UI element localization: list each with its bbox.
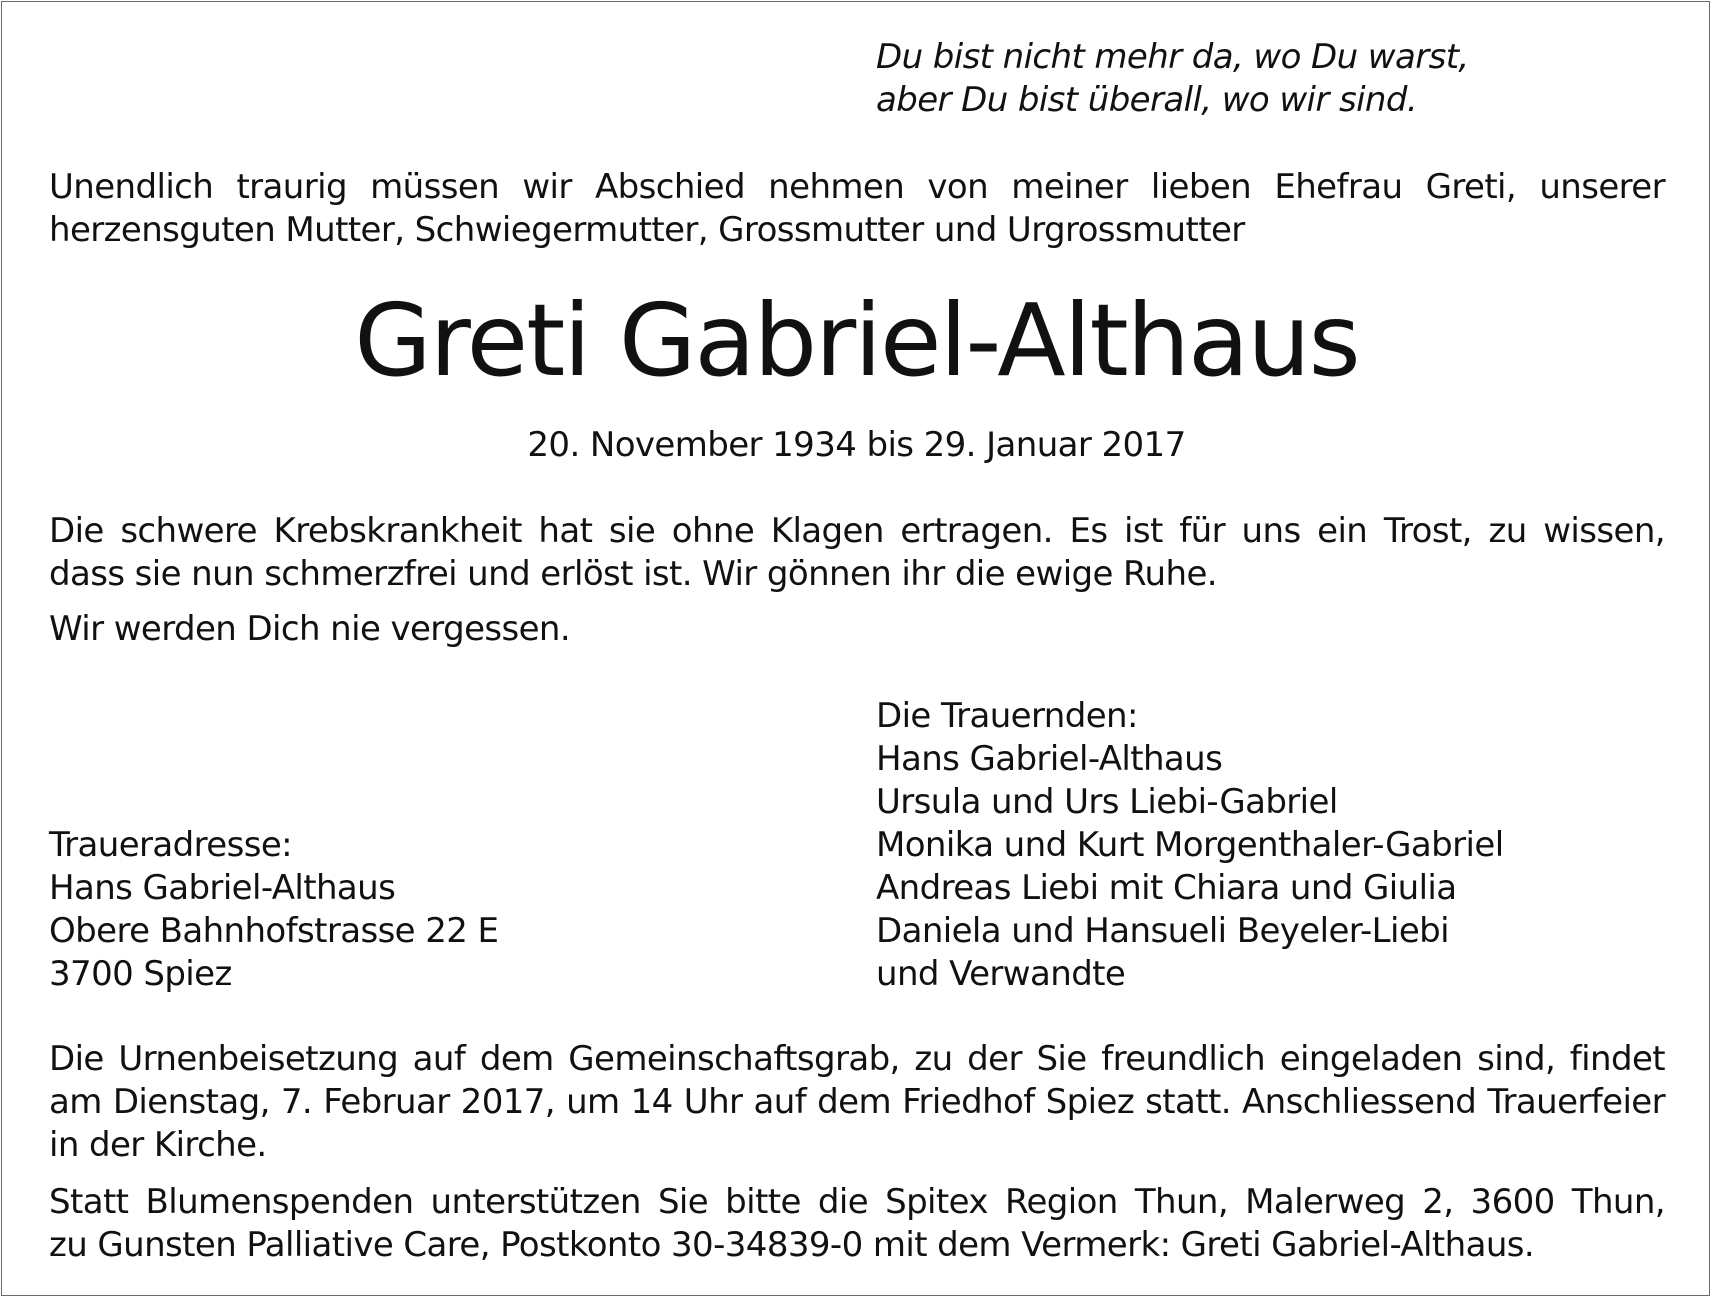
donation-paragraph <box>49 1181 1665 1267</box>
mourners-heading: Die Trauernden: <box>876 696 1138 736</box>
deceased-name: Greti Gabriel-Althaus <box>354 282 1359 399</box>
burial-line-1: Die Urnenbeisetzung auf dem Gemeinschaftsgrab, zu der Sie freundlich eingeladen sind, findet <box>49 1039 1665 1079</box>
mourner-name: und Verwandte <box>876 954 1126 994</box>
illness-line-1: Die schwere Krebskrankheit hat sie ohne Klagen ertragen. Es ist für uns ein Trost, zu wissen, <box>49 511 1665 551</box>
intro-paragraph <box>49 166 1665 252</box>
mourner-name: Ursula und Urs Liebi-Gabriel <box>876 782 1338 822</box>
mourner-name: Hans Gabriel-Althaus <box>876 739 1223 779</box>
motto-line-2: aber Du bist überall, wo wir sind. <box>876 80 1418 120</box>
farewell-text: Wir werden Dich nie vergessen. <box>49 609 571 649</box>
mourners-list <box>876 695 1504 996</box>
illness-paragraph <box>49 510 1665 596</box>
intro-line-1: Unendlich traurig müssen wir Abschied nehmen von meiner lieben Ehefrau Greti, unserer <box>49 167 1665 207</box>
motto-line-1: Du bist nicht mehr da, wo Du warst, <box>876 37 1469 77</box>
mourner-name: Monika und Kurt Morgenthaler-Gabriel <box>876 825 1504 865</box>
life-dates: 20. November 1934 bis 29. Januar 2017 <box>527 425 1186 465</box>
address-heading: Traueradresse: <box>49 825 292 865</box>
burial-paragraph <box>49 1038 1665 1167</box>
mourning-address <box>49 824 498 996</box>
address-name: Hans Gabriel-Althaus <box>49 868 396 908</box>
burial-line-2: am Dienstag, 7. Februar 2017, um 14 Uhr auf dem Friedhof Spiez statt. Anschliessend Trauerfeier <box>49 1082 1665 1122</box>
mourner-name: Andreas Liebi mit Chiara und Giulia <box>876 868 1457 908</box>
farewell-line <box>49 608 1665 651</box>
intro-line-2: herzensguten Mutter, Schwiegermutter, Grossmutter und Urgrossmutter <box>49 210 1245 250</box>
mourner-name: Daniela und Hansueli Beyeler-Liebi <box>876 911 1449 951</box>
address-street: Obere Bahnhofstrasse 22 E <box>49 911 499 951</box>
donation-line-1: Statt Blumenspenden unterstützen Sie bitte die Spitex Region Thun, Malerweg 2, 3600 Thun, <box>49 1182 1665 1222</box>
donation-line-2: zu Gunsten Palliative Care, Postkonto 30-34839-0 mit dem Vermerk: Greti Gabriel-Althaus. <box>49 1225 1535 1265</box>
motto-quote <box>876 36 1469 122</box>
burial-line-3: in der Kirche. <box>49 1125 267 1165</box>
address-city: 3700 Spiez <box>49 954 232 994</box>
illness-line-2: dass sie nun schmerzfrei und erlöst ist. Wir gönnen ihr die ewige Ruhe. <box>49 554 1217 594</box>
